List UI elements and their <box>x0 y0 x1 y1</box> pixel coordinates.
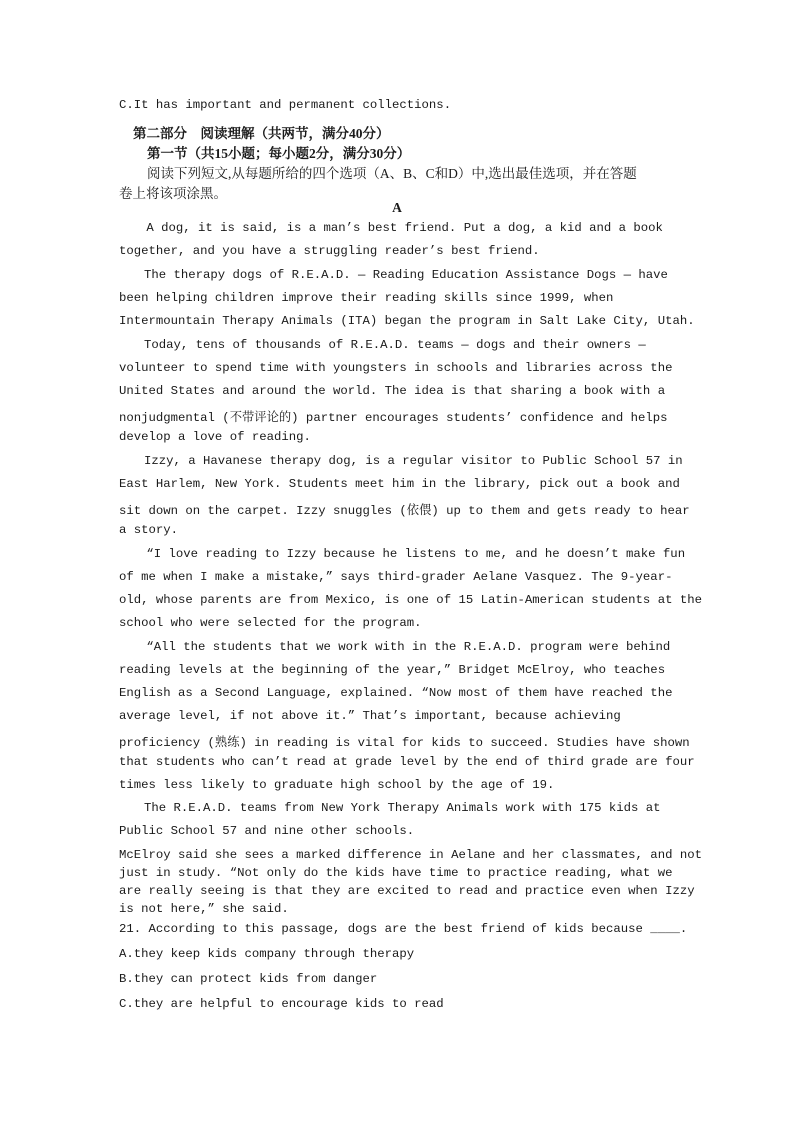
paragraph-line: “I love reading to Izzy because he listens to me, and he doesn’t make fun <box>139 547 686 561</box>
option-a: A.they keep kids company through therapy <box>119 947 415 961</box>
paragraph-line: volunteer to spend time with youngsters in schools and libraries across the <box>119 361 673 375</box>
paragraph-line: English as a Second Language, explained. “Now most of them have reached the <box>119 686 673 700</box>
top-option-c: C.It has important and permanent collections. <box>119 98 452 112</box>
paragraph-line: are really seeing is that they are excited to read and practice even when Izzy <box>119 884 695 898</box>
paragraph-line: a story. <box>119 523 179 537</box>
paragraph-line: The therapy dogs of R.E.A.D. — Reading Education Assistance Dogs — have <box>144 268 668 282</box>
paragraph-line: of me when I make a mistake,” says third-grader Aelane Vasquez. The 9-year- <box>119 570 673 584</box>
paragraph-line: is not here,” she said. <box>119 902 289 916</box>
instructions-line-1: 阅读下列短文,从每题所给的四个选项（A、B、C和D）中,选出最佳选项，并在答题 <box>147 166 637 181</box>
paragraph-line: school who were selected for the program. <box>119 616 422 630</box>
question-stem: 21. According to this passage, dogs are the best friend of kids because ____. <box>119 922 688 936</box>
paragraph-line: develop a love of reading. <box>119 430 311 444</box>
paragraph-line: proficiency (熟练) in reading is vital for kids to succeed. Studies have shown <box>119 736 690 750</box>
instructions-line-2: 卷上将该项涂黑。 <box>119 186 227 201</box>
paragraph-line: Public School 57 and nine other schools. <box>119 824 415 838</box>
paragraph-line: Today, tens of thousands of R.E.A.D. teams — dogs and their owners — <box>144 338 646 352</box>
paragraph-line: just in study. “Not only do the kids have time to practice reading, what we <box>119 866 673 880</box>
paragraph-line: A dog, it is said, is a man’s best friend. Put a dog, a kid and a book <box>139 221 663 235</box>
passage-title: A <box>392 200 402 215</box>
paragraph-line: The R.E.A.D. teams from New York Therapy Animals work with 175 kids at <box>144 801 661 815</box>
paragraph-line: times less likely to graduate high school by the age of 19. <box>119 778 555 792</box>
paragraph-line: together, and you have a struggling reader’s best friend. <box>119 244 540 258</box>
paragraph-line: “All the students that we work with in the R.E.A.D. program were behind <box>139 640 671 654</box>
option-b: B.they can protect kids from danger <box>119 972 378 986</box>
paragraph-line: sit down on the carpet. Izzy snuggles (依偎) up to them and gets ready to hear <box>119 504 690 518</box>
paragraph-line: United States and around the world. The idea is that sharing a book with a <box>119 384 666 398</box>
section1-heading: 第一节（共15小题；每小题2分，满分30分） <box>147 146 411 161</box>
paragraph-line: been helping children improve their reading skills since 1999, when <box>119 291 614 305</box>
paragraph-line: average level, if not above it.” That’s important, because achieving <box>119 709 621 723</box>
paragraph-line: Izzy, a Havanese therapy dog, is a regular visitor to Public School 57 in <box>144 454 683 468</box>
part2-heading: 第二部分 阅读理解（共两节，满分40分） <box>133 126 390 141</box>
paragraph-line: old, whose parents are from Mexico, is one of 15 Latin-American students at the <box>119 593 702 607</box>
paragraph-line: nonjudgmental (不带评论的) partner encourages students’ confidence and helps <box>119 411 668 425</box>
paragraph-line: Intermountain Therapy Animals (ITA) began the program in Salt Lake City, Utah. <box>119 314 695 328</box>
option-c: C.they are helpful to encourage kids to read <box>119 997 444 1011</box>
paragraph-line: that students who can’t read at grade level by the end of third grade are four <box>119 755 695 769</box>
paragraph-line: McElroy said she sees a marked difference in Aelane and her classmates, and not <box>119 848 702 862</box>
paragraph-line: East Harlem, New York. Students meet him in the library, pick out a book and <box>119 477 680 491</box>
paragraph-line: reading levels at the beginning of the year,” Bridget McElroy, who teaches <box>119 663 666 677</box>
